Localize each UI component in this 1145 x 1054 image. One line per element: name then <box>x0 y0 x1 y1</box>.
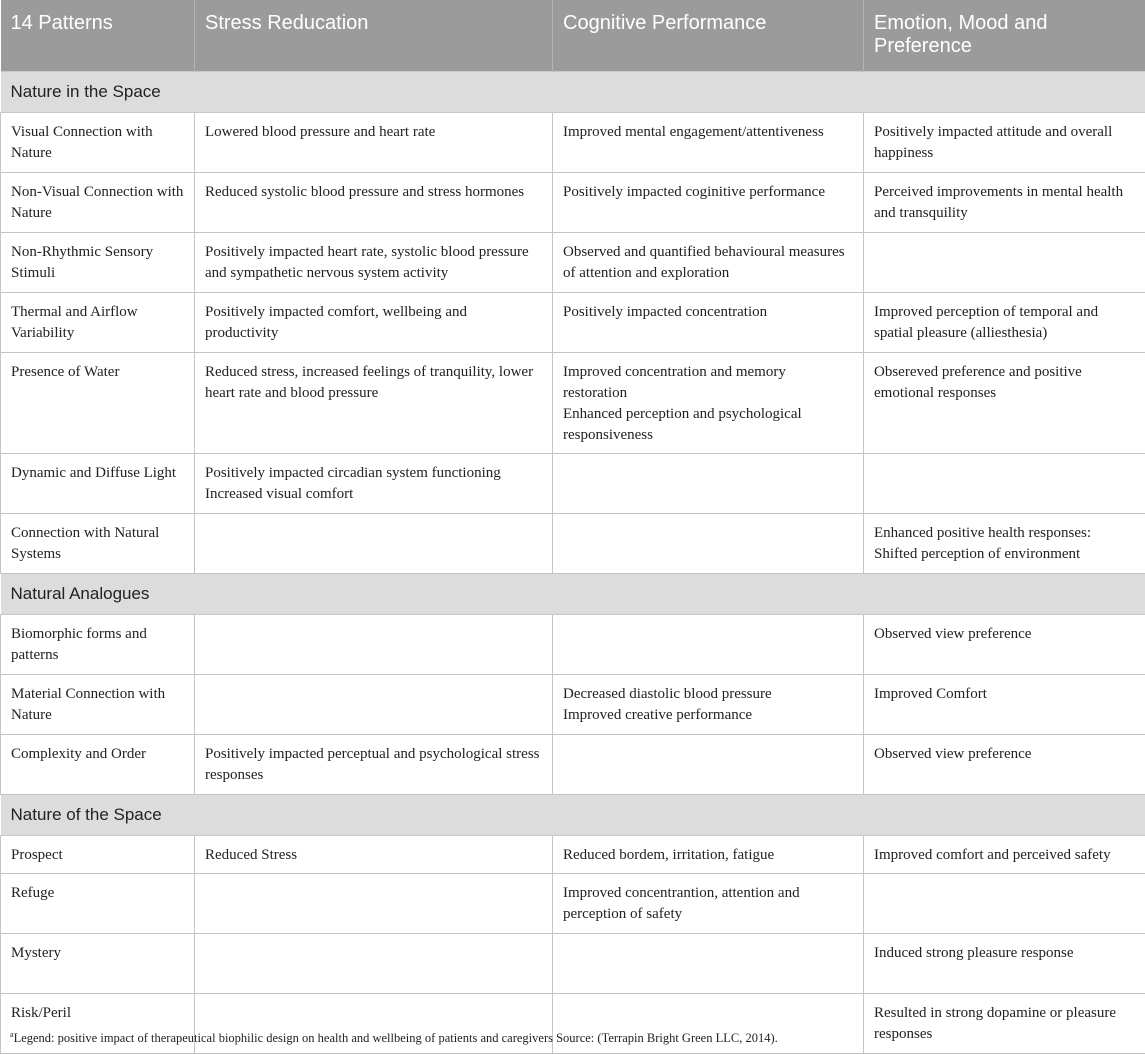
stress-effect: Positively impacted perceptual and psychological stress responses <box>205 744 542 786</box>
cognitive-effect: Positively impacted coginitive performance <box>563 182 853 203</box>
emotion-cell <box>864 173 1145 233</box>
pattern-cell <box>1 233 195 293</box>
section-row <box>1 795 1145 836</box>
section-row <box>1 574 1145 615</box>
stress-effect: Positively impacted heart rate, systolic blood pressure and sympathetic nervous system activity <box>205 242 542 284</box>
emotion-cell <box>864 233 1145 293</box>
emotion-effect: Enhanced positive health responses: <box>874 523 1135 544</box>
cognitive-effect: Decreased diastolic blood pressure <box>563 684 853 705</box>
section-title: Natural Analogues <box>1 574 1145 615</box>
emotion-effect: Observed view preference <box>874 624 1135 645</box>
stress-effect: Reduced stress, increased feelings of tranquility, lower heart rate and blood pressure <box>205 362 542 404</box>
pattern-name: Dynamic and Diffuse Light <box>11 463 184 484</box>
table-row <box>1 454 1145 514</box>
stress-effect: Lowered blood pressure and heart rate <box>205 122 542 143</box>
cognitive-effect: Improved creative performance <box>563 705 853 726</box>
emotion-cell <box>864 994 1145 1054</box>
pattern-cell <box>1 874 195 934</box>
pattern-name: Connection with Natural Systems <box>11 523 184 565</box>
cognitive-cell <box>553 836 864 874</box>
emotion-cell <box>864 675 1145 735</box>
section-row <box>1 72 1145 113</box>
table-row <box>1 874 1145 934</box>
header-stress: Stress Reducation <box>195 0 553 72</box>
emotion-effect: Perceived improvements in mental health and transquility <box>874 182 1135 224</box>
pattern-cell <box>1 675 195 735</box>
cognitive-effect: Improved concentration and memory restoration <box>563 362 853 404</box>
cognitive-cell <box>553 615 864 675</box>
stress-cell <box>195 353 553 454</box>
pattern-cell <box>1 514 195 574</box>
emotion-effect: Improved comfort and perceived safety <box>874 845 1135 866</box>
cognitive-cell <box>553 173 864 233</box>
stress-effect: Positively impacted circadian system functioning <box>205 463 542 484</box>
table-row <box>1 836 1145 874</box>
pattern-name: Non-Visual Connection with Nature <box>11 182 184 224</box>
emotion-cell <box>864 514 1145 574</box>
stress-cell <box>195 514 553 574</box>
stress-cell <box>195 293 553 353</box>
pattern-name: Complexity and Order <box>11 744 184 765</box>
header-row <box>1 0 1145 72</box>
pattern-cell <box>1 293 195 353</box>
stress-cell <box>195 836 553 874</box>
table-row <box>1 293 1145 353</box>
stress-cell <box>195 113 553 173</box>
stress-cell <box>195 173 553 233</box>
pattern-name: Visual Connection with Nature <box>11 122 184 164</box>
emotion-cell <box>864 874 1145 934</box>
cognitive-effect: Improved concentrantion, attention and perception of safety <box>563 883 853 925</box>
stress-effect: Positively impacted comfort, wellbeing and productivity <box>205 302 542 344</box>
cognitive-effect: Positively impacted concentration <box>563 302 853 323</box>
pattern-name: Non-Rhythmic Sensory Stimuli <box>11 242 184 284</box>
table-footnote <box>10 1031 778 1046</box>
pattern-name: Mystery <box>11 943 184 964</box>
cognitive-cell <box>553 514 864 574</box>
table-row <box>1 735 1145 795</box>
emotion-effect: Positively impacted attitude and overall happiness <box>874 122 1135 164</box>
pattern-name: Biomorphic forms and patterns <box>11 624 184 666</box>
pattern-name: Presence of Water <box>11 362 184 383</box>
cognitive-effect: Reduced bordem, irritation, fatigue <box>563 845 853 866</box>
table-row <box>1 514 1145 574</box>
table-row <box>1 934 1145 994</box>
emotion-effect: Observed view preference <box>874 744 1135 765</box>
table-row <box>1 353 1145 454</box>
pattern-cell <box>1 173 195 233</box>
stress-cell <box>195 874 553 934</box>
table-row <box>1 675 1145 735</box>
emotion-effect: Resulted in strong dopamine or pleasure responses <box>874 1003 1135 1045</box>
stress-cell <box>195 675 553 735</box>
header-emotion: Emotion, Mood and Preference <box>864 0 1145 72</box>
emotion-cell <box>864 615 1145 675</box>
footnote-text: Legend: positive impact of therapeutical biophilic design on health and wellbeing of patients and caregivers Source: (Terrapin Bright Green LLC, 2014). <box>14 1031 778 1045</box>
emotion-effect: Improved Comfort <box>874 684 1135 705</box>
table-row <box>1 173 1145 233</box>
stress-cell <box>195 735 553 795</box>
stress-cell <box>195 934 553 994</box>
header-patterns: 14 Patterns <box>1 0 195 72</box>
pattern-name: Refuge <box>11 883 184 904</box>
cognitive-cell <box>553 934 864 994</box>
pattern-cell <box>1 113 195 173</box>
cognitive-cell <box>553 113 864 173</box>
emotion-cell <box>864 454 1145 514</box>
pattern-cell <box>1 836 195 874</box>
emotion-cell <box>864 934 1145 994</box>
cognitive-cell <box>553 874 864 934</box>
pattern-cell <box>1 353 195 454</box>
emotion-cell <box>864 293 1145 353</box>
cognitive-effect: Improved mental engagement/attentiveness <box>563 122 853 143</box>
cognitive-cell <box>553 353 864 454</box>
emotion-effect: Induced strong pleasure response <box>874 943 1135 964</box>
pattern-name: Risk/Peril <box>11 1003 184 1024</box>
section-title: Nature in the Space <box>1 72 1145 113</box>
emotion-effect: Shifted perception of environment <box>874 544 1135 565</box>
cognitive-cell <box>553 735 864 795</box>
table-body <box>1 72 1145 1054</box>
stress-cell <box>195 233 553 293</box>
pattern-name: Material Connection with Nature <box>11 684 184 726</box>
pattern-name: Prospect <box>11 845 184 866</box>
emotion-cell <box>864 353 1145 454</box>
emotion-cell <box>864 735 1145 795</box>
table-row <box>1 233 1145 293</box>
emotion-cell <box>864 836 1145 874</box>
cognitive-effect: Observed and quantified behavioural measures of attention and exploration <box>563 242 853 284</box>
emotion-cell <box>864 113 1145 173</box>
pattern-name: Thermal and Airflow Variability <box>11 302 184 344</box>
stress-cell <box>195 615 553 675</box>
stress-effect: Increased visual comfort <box>205 484 542 505</box>
emotion-effect: Improved perception of temporal and spatial pleasure (alliesthesia) <box>874 302 1135 344</box>
pattern-cell <box>1 615 195 675</box>
footnote-marker: a <box>10 1030 14 1039</box>
emotion-effect: Obsereved preference and positive emotional responses <box>874 362 1135 404</box>
pattern-cell <box>1 735 195 795</box>
header-cognitive: Cognitive Performance <box>553 0 864 72</box>
pattern-cell <box>1 454 195 514</box>
cognitive-cell <box>553 675 864 735</box>
cognitive-cell <box>553 233 864 293</box>
cognitive-cell <box>553 293 864 353</box>
stress-cell <box>195 454 553 514</box>
pattern-cell <box>1 934 195 994</box>
table-row <box>1 113 1145 173</box>
table-row <box>1 615 1145 675</box>
cognitive-cell <box>553 454 864 514</box>
cognitive-effect: Enhanced perception and psychological responsiveness <box>563 404 853 446</box>
stress-effect: Reduced Stress <box>205 845 542 866</box>
section-title: Nature of the Space <box>1 795 1145 836</box>
stress-effect: Reduced systolic blood pressure and stress hormones <box>205 182 542 203</box>
